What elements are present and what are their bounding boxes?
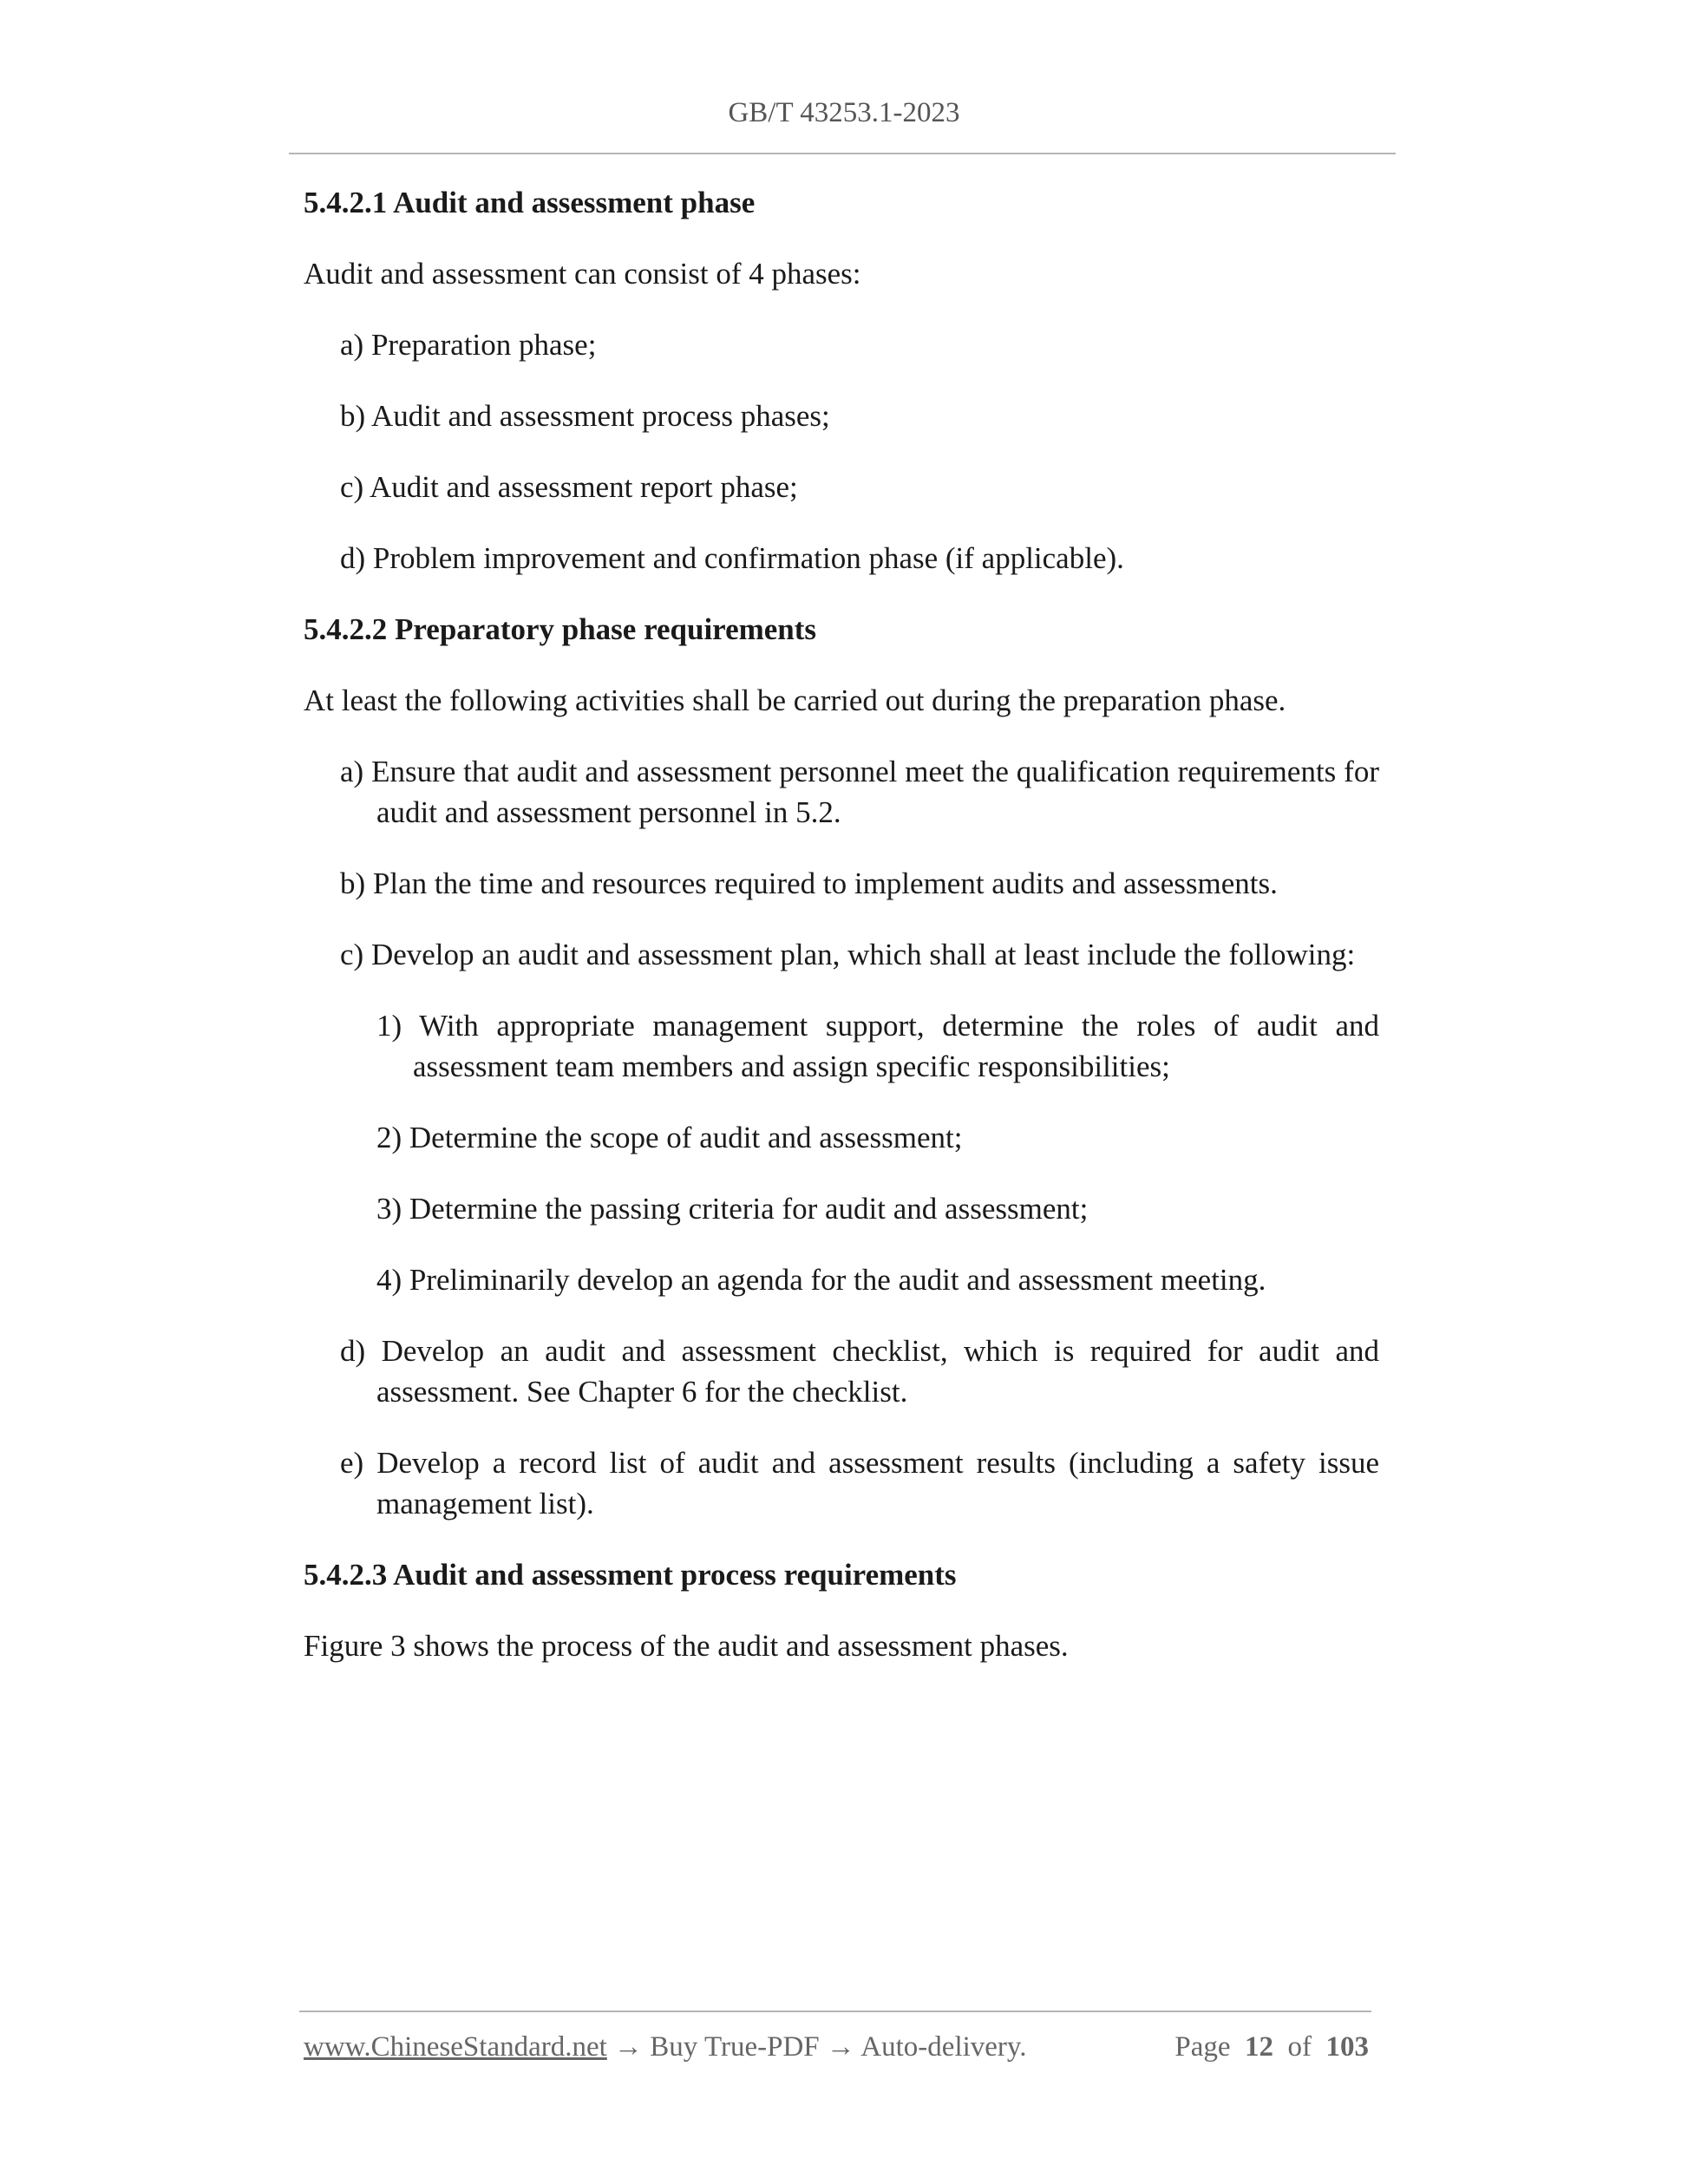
- list-item: d) Problem improvement and confirmation phase (if applicable).: [340, 541, 1124, 575]
- sub-list-item: 4) Preliminarily develop an agenda for the audit and assessment meeting.: [376, 1263, 1266, 1297]
- list-item: b) Audit and assessment process phases;: [340, 399, 830, 433]
- page-total: 103: [1325, 2031, 1369, 2063]
- section-heading-5-4-2-1: 5.4.2.1 Audit and assessment phase: [304, 186, 756, 219]
- footer-divider: [299, 2011, 1371, 2012]
- site-link[interactable]: www.ChineseStandard.net: [304, 2031, 607, 2063]
- page-current: 12: [1245, 2031, 1273, 2063]
- footer-tagline: → Buy True-PDF → Auto-delivery.: [606, 2031, 1027, 2063]
- header-doc-id: GB/T 43253.1-2023: [728, 97, 960, 128]
- of-word: of: [1287, 2031, 1312, 2063]
- section-heading-5-4-2-2: 5.4.2.2 Preparatory phase requirements: [304, 612, 817, 646]
- page-indicator: [1174, 2031, 1369, 2063]
- section-intro: Audit and assessment can consist of 4 phases:: [304, 257, 861, 291]
- page-word: Page: [1174, 2031, 1231, 2063]
- list-item: c) Audit and assessment report phase;: [340, 470, 798, 504]
- list-item: b) Plan the time and resources required to implement audits and assessments.: [340, 866, 1278, 900]
- list-item: d) Develop an audit and assessment checklist, which is required for audit and assessment. See Chapter 6 for the checklist.: [340, 1334, 1379, 1409]
- footer-promo: [304, 2031, 1027, 2063]
- header-divider: [289, 153, 1396, 154]
- document-body: [304, 182, 1379, 1697]
- list-item: e) Develop a record list of audit and assessment results (including a safety issue management list).: [340, 1446, 1379, 1520]
- sub-list-item: 2) Determine the scope of audit and assessment;: [376, 1121, 963, 1154]
- section-intro: At least the following activities shall be carried out during the preparation phase.: [304, 683, 1286, 717]
- section-heading-5-4-2-3: 5.4.2.3 Audit and assessment process requirements: [304, 1558, 957, 1592]
- list-item: c) Develop an audit and assessment plan, which shall at least include the following:: [340, 938, 1356, 971]
- section-intro: Figure 3 shows the process of the audit and assessment phases.: [304, 1629, 1069, 1663]
- sub-list-item: 3) Determine the passing criteria for audit and assessment;: [376, 1192, 1089, 1226]
- list-item: a) Ensure that audit and assessment personnel meet the qualification requirements for audit and assessment personnel in 5.2.: [340, 755, 1379, 829]
- sub-list-item: 1) With appropriate management support, determine the roles of audit and assessment team members and assign specific responsibilities;: [376, 1009, 1379, 1083]
- list-item: a) Preparation phase;: [340, 328, 597, 362]
